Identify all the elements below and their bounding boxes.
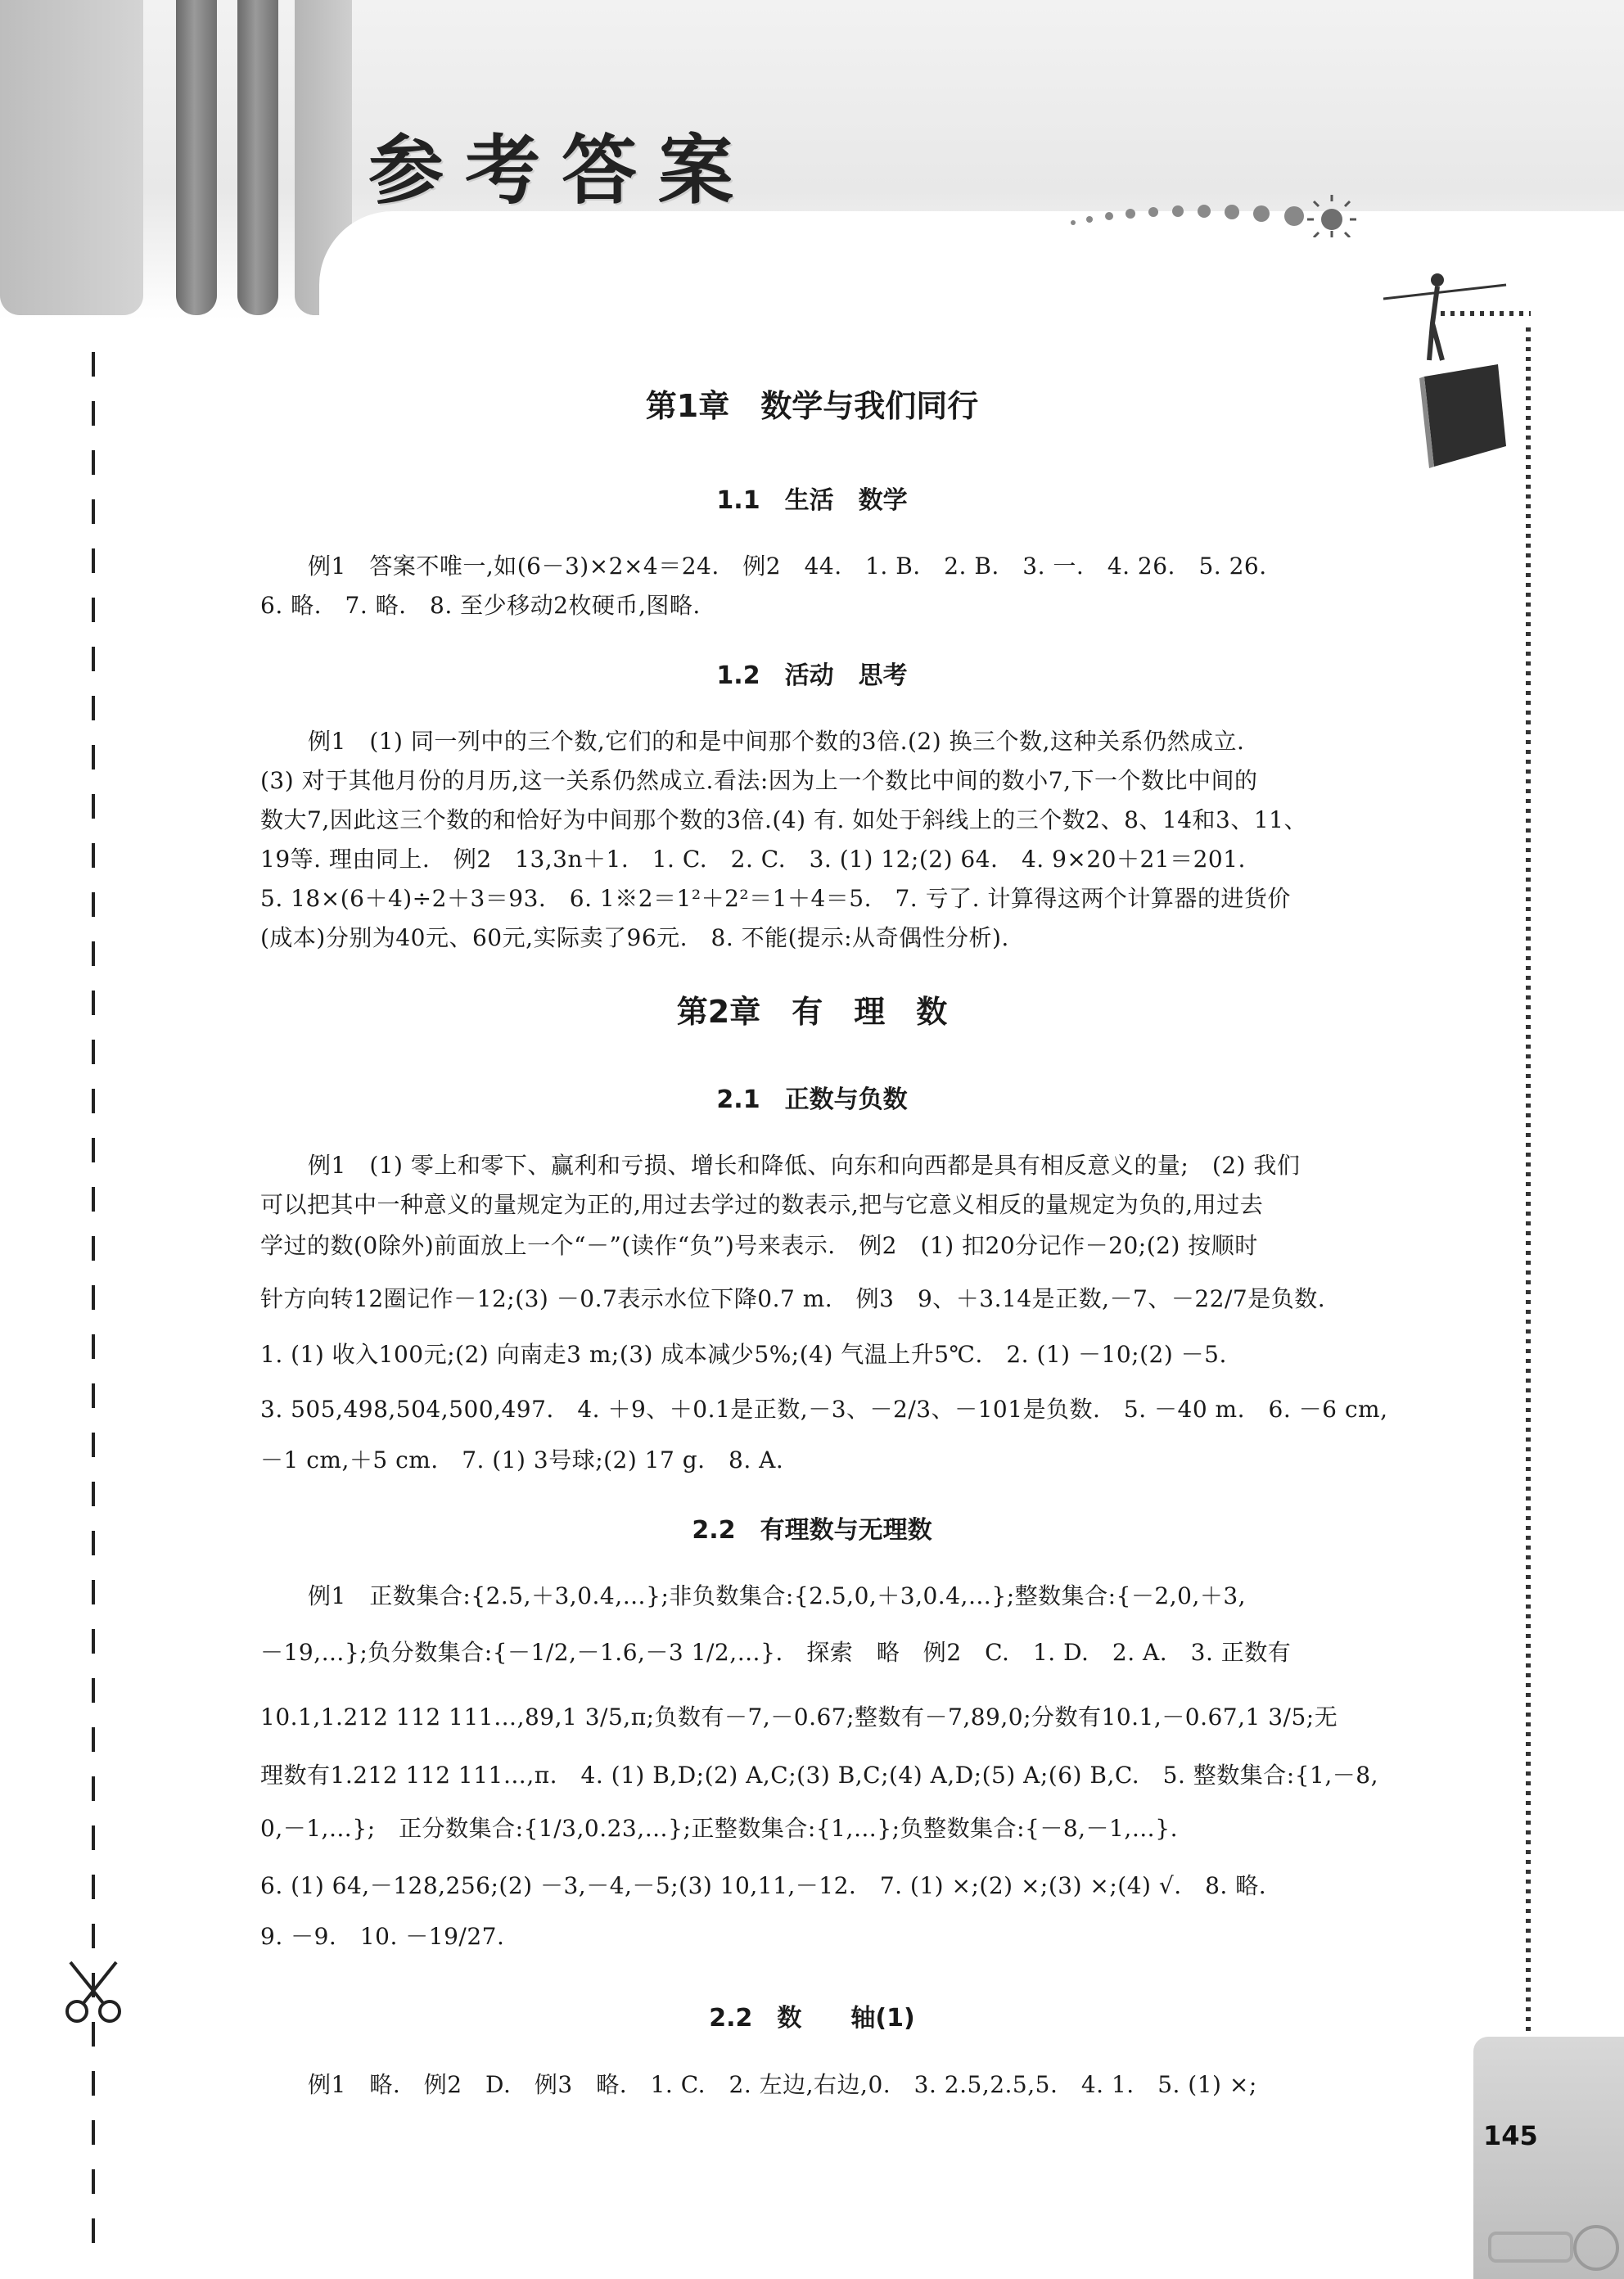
answer-line: 理数有1.212 112 111…,π. 4. (1) B,D;(2) A,C;(3) B,C;(4) A,D;(5) A;(6) B,C. 5. 整数集合:{1,－8, [260, 1762, 1378, 1789]
answer-line: 6. (1) 64,－128,256;(2) －3,－4,－5;(3) 10,11,－12. 7. (1) ×;(2) ×;(3) ×;(4) √. 8. 略. [260, 1872, 1267, 1899]
answer-line: 数大7,因此这三个数的和恰好为中间那个数的3倍.(4) 有. 如处于斜线上的三个数2、8、14和3、11、 [260, 806, 1307, 833]
chapter-title: 第1章 数学与我们同行 [645, 388, 979, 424]
answer-line: 9. －9. 10. －19/27. [260, 1923, 505, 1950]
answer-line: 例1 (1) 零上和零下、赢利和亏损、增长和降低、向东和向西都是具有相反意义的量; (2) 我们 [308, 1152, 1301, 1179]
answer-line: －1 cm,＋5 cm. 7. (1) 3号球;(2) 17 g. 8. A. [260, 1446, 784, 1473]
dotted-border [1526, 327, 1531, 2055]
answer-line: 0,－1,…}; 正分数集合:{1/3,0.23,…};正整数集合:{1,…};负整数集合:{－8,－1,…}. [260, 1815, 1178, 1842]
section-title: 2.2 有理数与无理数 [692, 1516, 932, 1545]
section-title: 2.1 正数与负数 [716, 1085, 908, 1114]
acrobat-illustration [1383, 262, 1514, 475]
answer-line: 例1 (1) 同一列中的三个数,它们的和是中间那个数的3倍.(2) 换三个数,这种关系仍然成立. [308, 728, 1245, 755]
section-title: 2.2 数 轴(1) [709, 2004, 915, 2033]
page-title: 参考答案 [368, 127, 756, 214]
answer-line: 例1 答案不唯一,如(6－3)×2×4＝24. 例2 44. 1. B. 2. B. 3. 一. 4. 26. 5. 26. [308, 553, 1267, 580]
answer-line: －19,…};负分数集合:{－1/2,－1.6,－3 1/2,…}. 探索 略 例2 C. 1. D. 2. A. 3. 正数有 [260, 1639, 1292, 1666]
book-spine-decoration [0, 0, 143, 315]
answer-line: 例1 略. 例2 D. 例3 略. 1. C. 2. 左边,右边,0. 3. 2.5,2.5,5. 4. 1. 5. (1) ×; [308, 2071, 1257, 2098]
answer-line: 6. 略. 7. 略. 8. 至少移动2枚硬币,图略. [260, 592, 701, 619]
answer-line: 例1 正数集合:{2.5,＋3,0.4,…};非负数集合:{2.5,0,＋3,0.4,…};整数集合:{－2,0,＋3, [308, 1582, 1247, 1609]
page-number: 145 [1483, 2120, 1538, 2151]
answer-line: 学过的数(0除外)前面放上一个“－”(读作“负”)号来表示. 例2 (1) 扣20分记作－20;(2) 按顺时 [260, 1232, 1258, 1259]
answer-line: 5. 18×(6＋4)÷2＋3＝93. 6. 1※2＝1²＋2²＝1＋4＝5. 7. 亏了. 计算得这两个计算器的进货价 [260, 885, 1291, 912]
answer-line: 10.1,1.212 112 111…,89,1 3/5,π;负数有－7,－0.67;整数有－7,89,0;分数有10.1,－0.67,1 3/5;无 [260, 1704, 1338, 1731]
book-spine-decoration [176, 0, 217, 315]
answer-line: 19等. 理由同上. 例2 13,3n＋1. 1. C. 2. C. 3. (1) 12;(2) 64. 4. 9×20＋21＝201. [260, 846, 1246, 873]
watermark-logo [1473, 2218, 1624, 2279]
answer-line: 针方向转12圈记作－12;(3) －0.7表示水位下降0.7 m. 例3 9、＋3.14是正数,－7、－22/7是负数. [260, 1285, 1326, 1312]
section-title: 1.1 生活 数学 [716, 486, 908, 515]
decorative-dots [1068, 188, 1379, 237]
answer-line: 可以把其中一种意义的量规定为正的,用过去学过的数表示,把与它意义相反的量规定为负的,用过去 [260, 1191, 1264, 1218]
book-spine-decoration [237, 0, 278, 315]
dotted-border [1441, 311, 1531, 316]
section-title: 1.2 活动 思考 [716, 661, 908, 690]
chapter-title: 第2章 有 理 数 [676, 994, 948, 1030]
answer-line: 3. 505,498,504,500,497. 4. ＋9、＋0.1是正数,－3、－2/3、－101是负数. 5. －40 m. 6. －6 cm, [260, 1396, 1388, 1423]
answer-line: (成本)分别为40元、60元,实际卖了96元. 8. 不能(提示:从奇偶性分析). [260, 924, 1009, 951]
answer-line: 1. (1) 收入100元;(2) 向南走3 m;(3) 成本减少5%;(4) 气温上升5℃. 2. (1) －10;(2) －5. [260, 1341, 1227, 1368]
answer-line: (3) 对于其他月份的月历,这一关系仍然成立.看法:因为上一个数比中间的数小7,下一个数比中间的 [260, 767, 1258, 794]
